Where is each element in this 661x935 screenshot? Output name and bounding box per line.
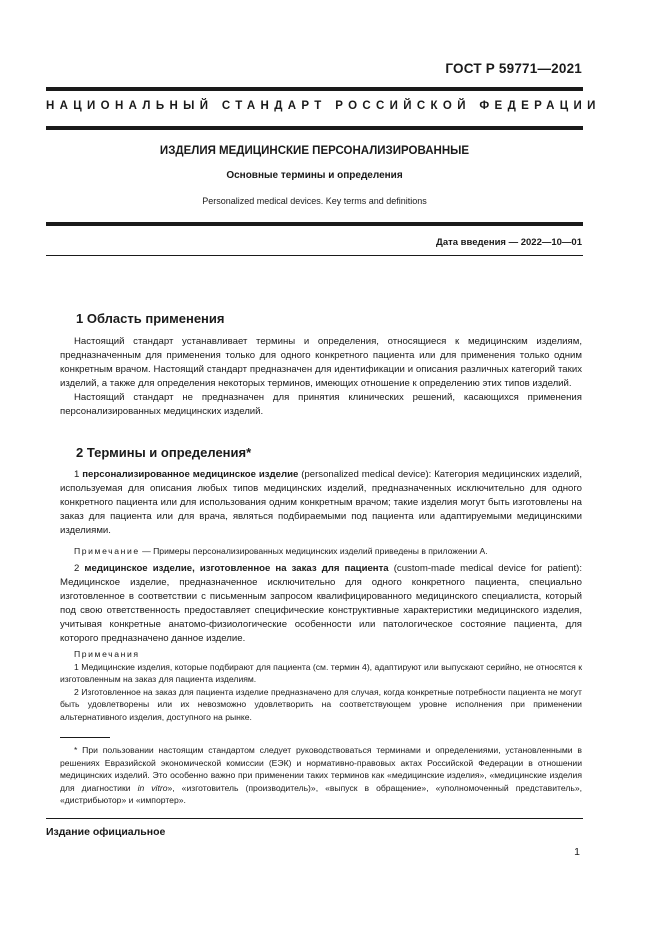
footnote-separator xyxy=(60,737,110,738)
footnote-text-italic: in vitro xyxy=(137,782,168,793)
term-1-name: персонализированное медицинское изделие xyxy=(82,469,299,480)
subtitle-russian: Основные термины и определения xyxy=(226,170,403,181)
note-2-2: 2 Изготовленное на заказ для пациента изделие предназначено для случая, когда конкретные потребности пациента не могут быть удовлетворены или их невозможно удовлетворить на соответствующем уровне исполнения при применении альтернативного изделия, доступного на рынке. xyxy=(60,686,582,722)
footnote-text-a: * При пользовании настоящим стандартом следует руководствоваться терминами и определениями, установленными в решениях Евразийской экономической комиссии (ЕЭК) и нормативно-правовых актах Российской Федерации в отношении медицинских изделий. Это особенно важно при применении таких терминов как «медицинские изделия», «медицинские изделия для диагностики xyxy=(60,745,582,793)
section-2-heading: 2 Термины и определения* xyxy=(76,445,252,460)
term-1-entry xyxy=(60,468,582,538)
term-1-number: 1 xyxy=(74,469,80,480)
term-2-definition: (custom-made medical device for patient): Медицинское изделие, предназначенное исключительно для одного конкретного пациента, специально изготовленное в соответствии с письменным запросом квалифицированного медицинского специалиста, который под свою ответственность предоставляет специфические конструктивные характеристики медицинского изделия, учитывая конкретные анатомо-физиологические особенности или патологическое состояние пациента, для которого предназначено данное изделие. xyxy=(60,563,582,644)
section-1-paragraph-2: Настоящий стандарт не предназначен для принятия клинических решений, касающихся применения персонализированных медицинских изделий. xyxy=(60,392,582,417)
title-bottom-rule xyxy=(46,222,583,226)
date-rule xyxy=(46,255,583,256)
term-2-notes xyxy=(60,648,582,724)
footer-rule xyxy=(46,818,583,819)
notes-label: Примечания xyxy=(74,649,140,659)
title-english: Personalized medical devices. Key terms and definitions xyxy=(202,196,427,206)
page-number: 1 xyxy=(574,846,580,858)
term-2-name: медицинское изделие, изготовленное на заказ для пациента xyxy=(84,563,389,574)
introduction-date: Дата введения — 2022—10—01 xyxy=(436,237,582,248)
title-top-rule xyxy=(46,126,583,130)
title-russian: ИЗДЕЛИЯ МЕДИЦИНСКИЕ ПЕРСОНАЛИЗИРОВАННЫЕ xyxy=(159,145,470,157)
document-number: ГОСТ Р 59771—2021 xyxy=(445,61,582,76)
footnote xyxy=(60,744,582,807)
national-standard-banner: НАЦИОНАЛЬНЫЙ СТАНДАРТ РОССИЙСКОЙ ФЕДЕРАЦИИ xyxy=(46,100,601,112)
note-1-text: — Примеры персонализированных медицинских изделий приведены в приложении А. xyxy=(142,546,488,556)
official-edition-label: Издание официальное xyxy=(46,826,166,838)
term-1-definition: (personalized medical device): Категория медицинских изделий, используемая для описания любых типов медицинских изделий, предназначенных исключительно для одного конкретного пациента или для использования одним конкретным врачом; такие изделия могут быть изготовлены на заказ для пациента или для врача, являться подбираемыми под пациента или адаптируемыми медицинскими изделиями. xyxy=(60,469,583,536)
footnote-text-b: », «изготовитель (производитель)», «выпуск в обращение», «уполномоченный представитель», «дистрибьютор» и «импортер». xyxy=(60,782,583,806)
section-1-body xyxy=(60,335,582,419)
note-1-label: Примечание xyxy=(74,546,140,556)
term-2-entry xyxy=(60,562,582,646)
section-1-heading: 1 Область применения xyxy=(76,311,225,326)
note-2-1: 1 Медицинские изделия, которые подбирают для пациента (см. термин 4), адаптируют или выпускают серийно, не относятся к изготовленным на заказ для пациента изделиям. xyxy=(60,661,582,685)
term-1-note xyxy=(60,545,582,558)
top-thick-rule xyxy=(46,87,583,91)
section-1-paragraph-1: Настоящий стандарт устанавливает термины и определения, относящиеся к медицинским изделиям, предназначенным для применения только для одного конкретного пациента или для применения только одним конкретным врачом. Настоящий стандарт предназначен для идентификации и описания различных категорий таких изделий, а также для определения некоторых терминов, имеющих отношение к определению этих типов изделий. xyxy=(60,336,582,389)
term-2-number: 2 xyxy=(74,563,80,574)
